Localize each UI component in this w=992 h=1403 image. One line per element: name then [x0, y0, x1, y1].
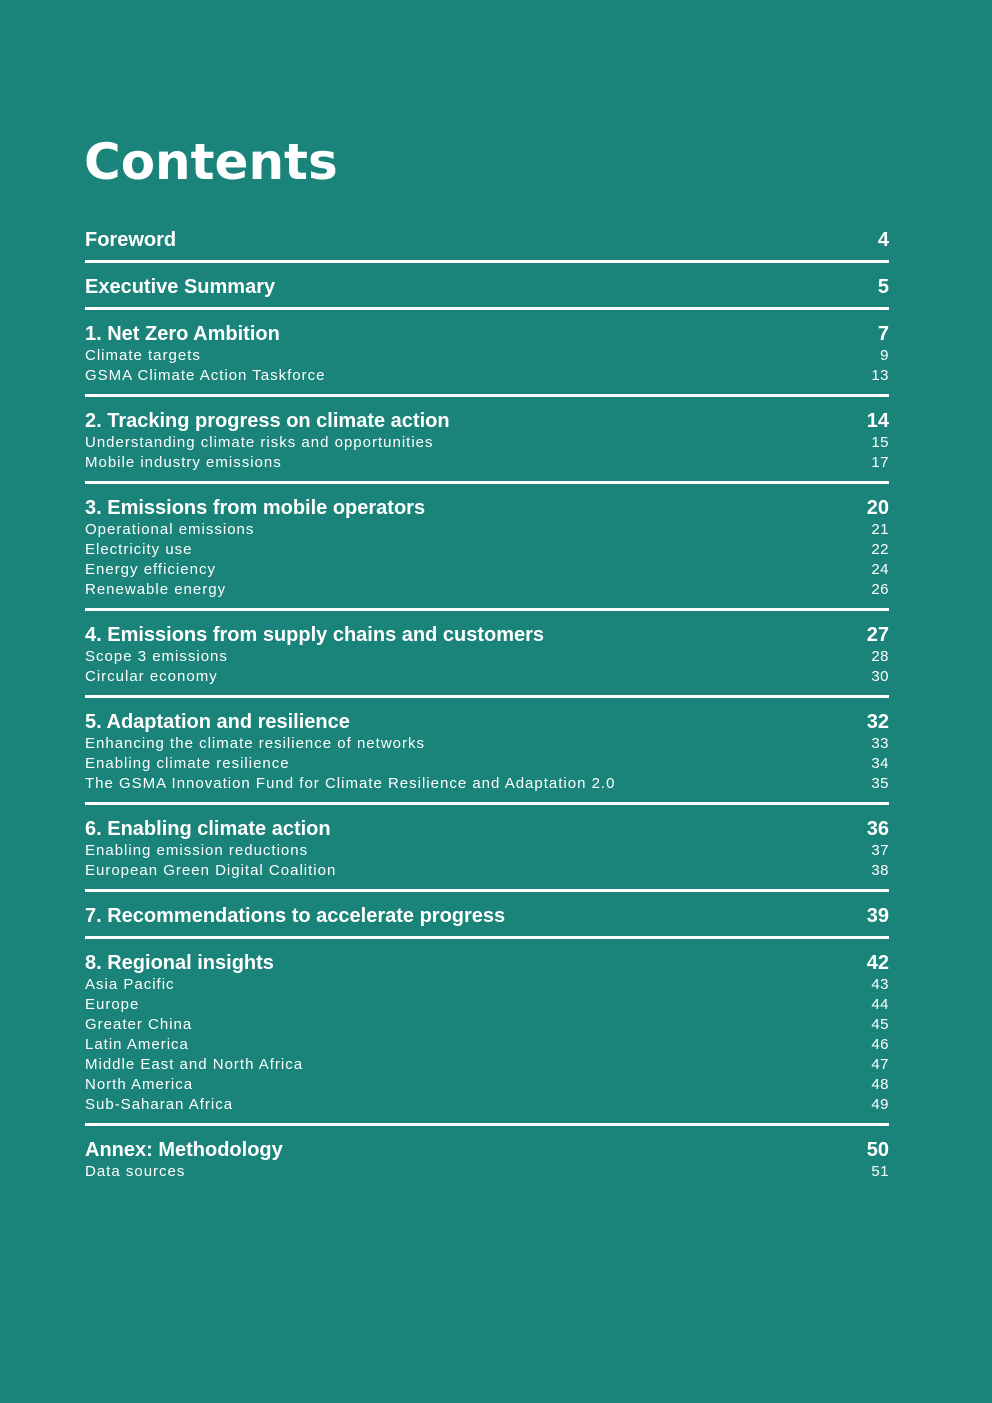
toc-entry[interactable] [85, 366, 889, 386]
toc-entry[interactable] [85, 1015, 889, 1035]
toc-entry-page-number: 28 [871, 648, 889, 665]
toc-section-page-number: 27 [866, 624, 889, 646]
toc-section [85, 707, 889, 805]
toc-entry[interactable] [85, 580, 889, 600]
toc-entry-title: Mobile industry emissions [85, 454, 282, 471]
toc-section-page-number: 42 [866, 952, 889, 974]
toc-entry-page-number: 33 [871, 735, 889, 752]
toc-entry-page-number: 35 [871, 775, 889, 792]
toc-entry-page-number: 24 [871, 561, 889, 578]
toc-entry[interactable] [85, 667, 889, 687]
toc-entry-title: European Green Digital Coalition [85, 862, 337, 879]
toc-entry-title: Circular economy [85, 668, 218, 685]
toc-section [85, 814, 889, 892]
toc-entry[interactable] [85, 734, 889, 754]
toc-entry-title: Sub-Saharan Africa [85, 1096, 234, 1113]
toc-entry-page-number: 30 [871, 668, 889, 685]
toc-entry-title: Electricity use [85, 541, 193, 558]
toc-section-page-number: 32 [866, 711, 889, 733]
toc-section-heading[interactable] [85, 496, 889, 520]
toc-entry[interactable] [85, 1055, 889, 1075]
toc-section-heading[interactable] [85, 904, 889, 928]
toc-section-title: 2. Tracking progress on climate action [85, 410, 450, 432]
toc-entry[interactable] [85, 540, 889, 560]
toc-entry-page-number: 47 [871, 1056, 889, 1073]
toc-entry-page-number: 44 [871, 996, 889, 1013]
toc-section-title: 5. Adaptation and resilience [85, 711, 350, 733]
toc-entry[interactable] [85, 1095, 889, 1115]
toc-section-page-number: 39 [866, 905, 889, 927]
toc-entry[interactable] [85, 433, 889, 453]
toc-entry-title: Operational emissions [85, 521, 255, 538]
toc-section-heading[interactable] [85, 275, 889, 299]
toc-section-page-number: 36 [866, 818, 889, 840]
toc-entry-page-number: 26 [871, 581, 889, 598]
toc-entry[interactable] [85, 995, 889, 1015]
toc-entry-title: Asia Pacific [85, 976, 175, 993]
toc-section [85, 948, 889, 1126]
toc-section-page-number: 5 [877, 276, 889, 298]
toc-entry-title: Enhancing the climate resilience of networks [85, 735, 425, 752]
toc-entry-title: Latin America [85, 1036, 189, 1053]
toc-entry-page-number: 43 [871, 976, 889, 993]
toc-section-title: Executive Summary [85, 276, 276, 298]
toc-entry[interactable] [85, 975, 889, 995]
toc-section [85, 406, 889, 484]
page-title: Contents [84, 133, 338, 191]
toc-section-page-number: 20 [866, 497, 889, 519]
toc-section-heading[interactable] [85, 228, 889, 252]
toc-section [85, 1135, 889, 1190]
toc-section-heading[interactable] [85, 951, 889, 975]
table-of-contents [85, 225, 889, 1199]
toc-entry-page-number: 34 [871, 755, 889, 772]
toc-section-title: 6. Enabling climate action [85, 818, 331, 840]
toc-section [85, 901, 889, 939]
toc-entry-title: Middle East and North Africa [85, 1056, 304, 1073]
toc-entry[interactable] [85, 520, 889, 540]
toc-entry[interactable] [85, 1162, 889, 1182]
toc-section-heading[interactable] [85, 1138, 889, 1162]
toc-entry-title: Enabling emission reductions [85, 842, 309, 859]
toc-entry[interactable] [85, 754, 889, 774]
toc-section [85, 620, 889, 698]
toc-entry-page-number: 37 [871, 842, 889, 859]
toc-section-title: Foreword [85, 229, 177, 251]
toc-entry-title: Climate targets [85, 347, 201, 364]
toc-entry[interactable] [85, 841, 889, 861]
toc-entry[interactable] [85, 647, 889, 667]
toc-section-heading[interactable] [85, 817, 889, 841]
toc-section [85, 225, 889, 263]
toc-entry-title: Data sources [85, 1163, 186, 1180]
toc-entry-page-number: 22 [871, 541, 889, 558]
toc-entry-title: Energy efficiency [85, 561, 216, 578]
toc-entry[interactable] [85, 774, 889, 794]
toc-section-title: 3. Emissions from mobile operators [85, 497, 426, 519]
toc-entry-page-number: 49 [871, 1096, 889, 1113]
toc-entry[interactable] [85, 560, 889, 580]
toc-entry-title: Renewable energy [85, 581, 227, 598]
toc-entry-page-number: 38 [871, 862, 889, 879]
toc-entry-page-number: 45 [871, 1016, 889, 1033]
toc-entry-title: The GSMA Innovation Fund for Climate Resilience and Adaptation 2.0 [85, 775, 616, 792]
toc-section-title: 8. Regional insights [85, 952, 274, 974]
toc-entry-page-number: 21 [871, 521, 889, 538]
toc-section-title: 1. Net Zero Ambition [85, 323, 280, 345]
toc-entry-title: Greater China [85, 1016, 193, 1033]
toc-entry-title: Understanding climate risks and opportunities [85, 434, 434, 451]
toc-section-page-number: 14 [866, 410, 889, 432]
toc-entry-page-number: 15 [871, 434, 889, 451]
toc-entry-title: Scope 3 emissions [85, 648, 228, 665]
toc-section-heading[interactable] [85, 623, 889, 647]
toc-entry[interactable] [85, 1035, 889, 1055]
toc-section-page-number: 7 [877, 323, 889, 345]
toc-entry-page-number: 13 [871, 367, 889, 384]
toc-section-title: 4. Emissions from supply chains and customers [85, 624, 545, 646]
toc-entry-page-number: 46 [871, 1036, 889, 1053]
toc-entry-title: GSMA Climate Action Taskforce [85, 367, 326, 384]
toc-entry[interactable] [85, 1075, 889, 1095]
toc-entry-page-number: 17 [871, 454, 889, 471]
toc-entry-title: Enabling climate resilience [85, 755, 290, 772]
toc-entry[interactable] [85, 453, 889, 473]
toc-entry-page-number: 51 [871, 1163, 889, 1180]
toc-entry-title: Europe [85, 996, 140, 1013]
toc-entry-page-number: 48 [871, 1076, 889, 1093]
toc-section-page-number: 50 [866, 1139, 889, 1161]
toc-entry-title: North America [85, 1076, 194, 1093]
toc-section-title: 7. Recommendations to accelerate progress [85, 905, 506, 927]
toc-section-title: Annex: Methodology [85, 1139, 283, 1161]
toc-entry[interactable] [85, 346, 889, 366]
toc-section [85, 272, 889, 310]
toc-section-heading[interactable] [85, 322, 889, 346]
toc-section-heading[interactable] [85, 409, 889, 433]
toc-section-page-number: 4 [877, 229, 889, 251]
toc-section-heading[interactable] [85, 710, 889, 734]
toc-section [85, 319, 889, 397]
toc-entry[interactable] [85, 861, 889, 881]
toc-entry-page-number: 9 [880, 347, 889, 364]
toc-section [85, 493, 889, 611]
